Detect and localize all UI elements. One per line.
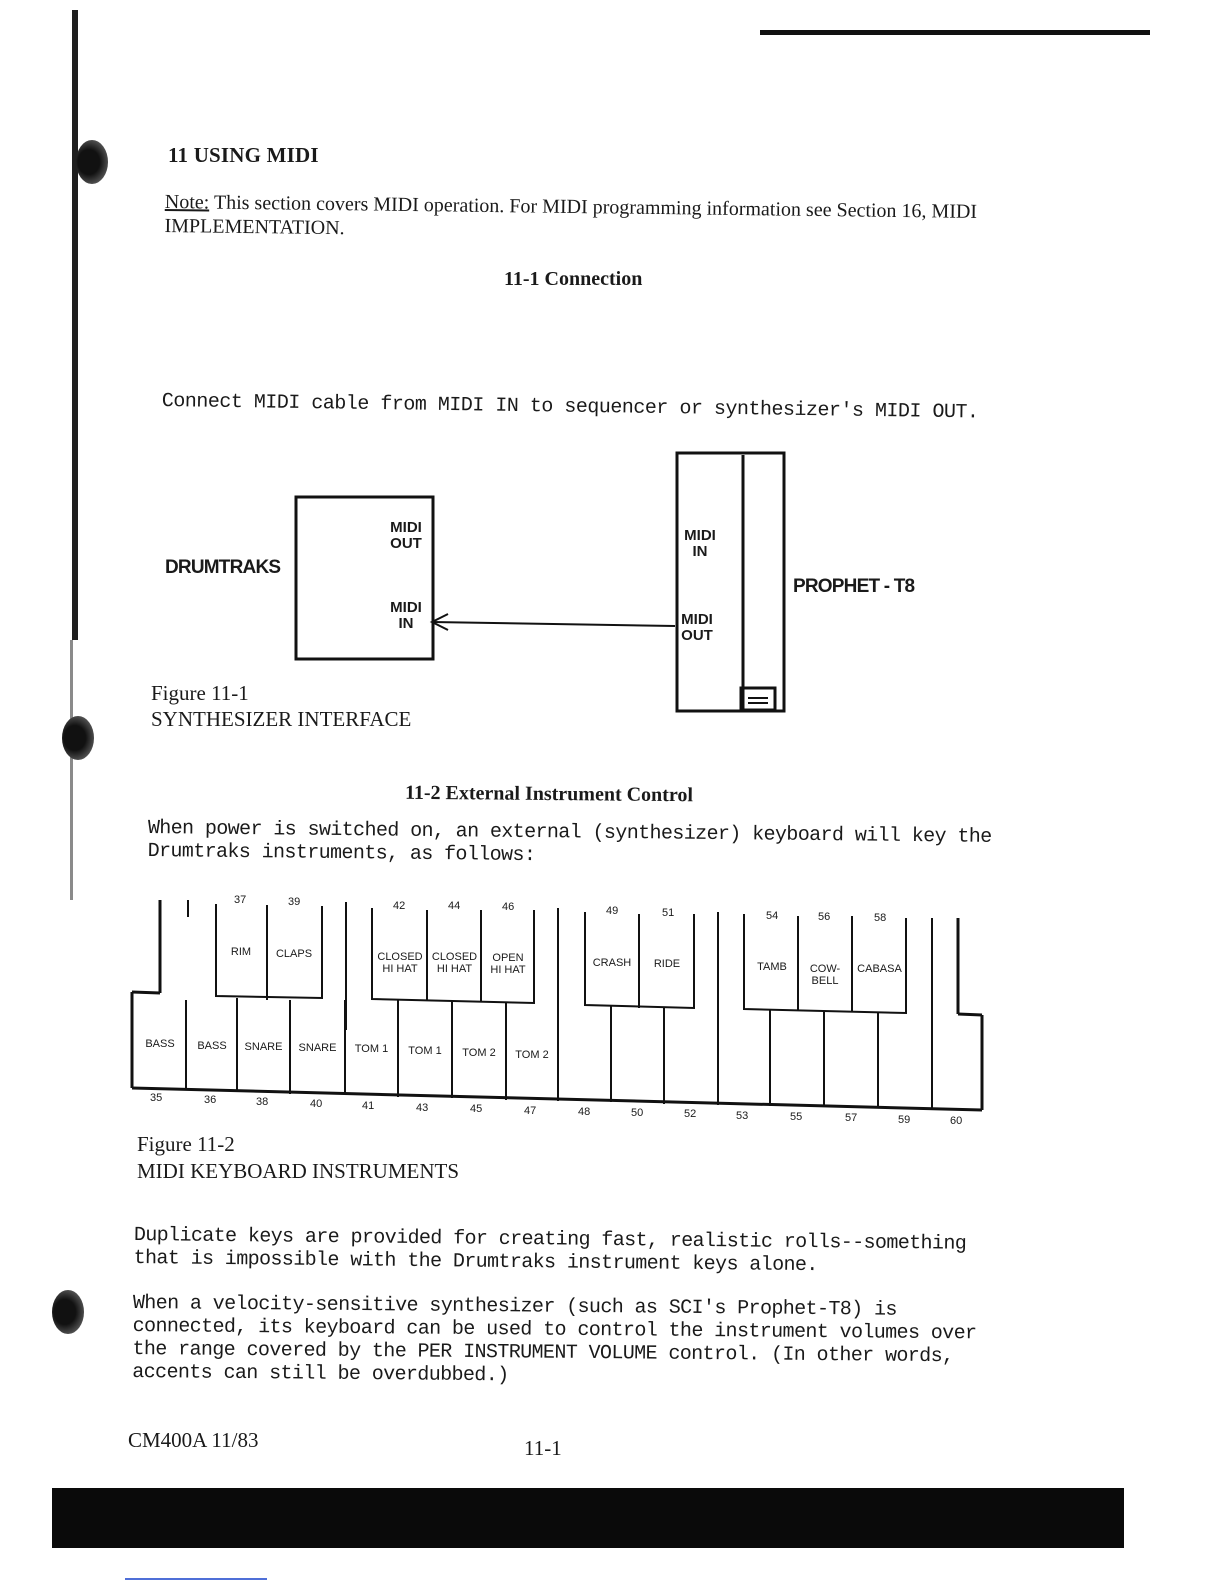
drumtraks-name: DRUMTRAKS	[165, 557, 281, 578]
punch-hole	[52, 1290, 84, 1334]
black-key-label: RIDE	[653, 958, 681, 970]
figure1-caption-number: Figure 11-1	[151, 681, 249, 705]
note-label: Note:	[164, 190, 210, 214]
white-key-number: 41	[362, 1100, 375, 1112]
drumtraks-midi-in-label: MIDI IN	[390, 599, 422, 632]
black-key-label: CABASA	[857, 963, 902, 975]
white-key-number: 59	[898, 1114, 911, 1126]
black-key-number: 44	[448, 900, 461, 912]
white-key-number: 40	[310, 1098, 323, 1110]
black-key-number: 42	[393, 900, 406, 912]
prophet-midi-out-label: MIDI OUT	[681, 611, 713, 644]
white-key-label: BASS	[197, 1040, 227, 1052]
black-key-number: 39	[288, 896, 301, 908]
white-key-label: TOM 1	[408, 1045, 442, 1057]
black-key-label: OPEN HI HAT	[490, 952, 526, 976]
black-key-number: 51	[662, 907, 675, 919]
white-key-number: 50	[631, 1107, 644, 1119]
black-key-label: COW- BELL	[809, 963, 841, 987]
white-key-number: 35	[150, 1092, 163, 1104]
black-key-number: 58	[874, 912, 887, 924]
white-key-label: TOM 2	[515, 1049, 549, 1061]
connection-heading: 11-1 Connection	[504, 268, 643, 290]
black-key-number: 37	[234, 894, 247, 906]
external-heading: 11-2 External Instrument Control	[404, 781, 694, 807]
white-key-label: BASS	[145, 1038, 175, 1050]
white-key-number: 47	[524, 1105, 537, 1117]
velocity-paragraph: When a velocity-sensitive synthesizer (such as SCI's Prophet-T8) is connected, its keyboard can be used to control the instrument volumes over the range covered by the PER INSTRUMENT VOLUME control. (In other words, accents can still be overdubbed.)	[132, 1292, 977, 1388]
scan-bottom-bar	[52, 1488, 1124, 1548]
white-key-number: 60	[950, 1115, 963, 1127]
white-key-number: 53	[736, 1110, 749, 1122]
black-key-number: 54	[766, 910, 779, 922]
white-key-label: TOM 2	[462, 1047, 496, 1059]
black-key-label: RIM	[230, 946, 252, 958]
duplicate-keys-paragraph: Duplicate keys are provided for creating fast, realistic rolls--something that is impossible with the Drumtraks instrument keys alone.	[133, 1224, 967, 1278]
drumtraks-midi-out-label: MIDI OUT	[390, 519, 422, 552]
white-key-number: 48	[578, 1106, 591, 1118]
prophet-midi-in-label: MIDI IN	[684, 527, 716, 560]
figure2-caption-number: Figure 11-2	[137, 1132, 235, 1156]
black-key-label: TAMB	[757, 961, 787, 973]
section-title: 11 USING MIDI	[168, 143, 319, 167]
black-key-label: CLOSED HI HAT	[431, 951, 478, 975]
black-key-number: 49	[606, 905, 619, 917]
connection-instruction: Connect MIDI cable from MIDI IN to sequencer or synthesizer's MIDI OUT.	[161, 390, 979, 425]
black-key-label: CLOSED HI HAT	[377, 951, 423, 975]
white-key-label: SNARE	[244, 1041, 283, 1053]
footer-doc-code: CM400A 11/83	[128, 1428, 259, 1452]
external-intro: When power is switched on, an external (synthesizer) keyboard will key the Drumtraks instruments, as follows:	[147, 817, 992, 868]
white-key-number: 55	[790, 1111, 803, 1123]
black-key-number: 46	[502, 901, 515, 913]
figure2-caption-title: MIDI KEYBOARD INSTRUMENTS	[137, 1159, 460, 1183]
black-key-number: 56	[818, 911, 831, 923]
black-key-label: CRASH	[592, 957, 632, 969]
white-key-number: 38	[256, 1096, 269, 1108]
white-key-number: 57	[845, 1112, 858, 1124]
white-key-label: TOM 1	[354, 1043, 389, 1055]
figure1-caption-title: SYNTHESIZER INTERFACE	[151, 707, 412, 731]
white-key-number: 45	[470, 1103, 483, 1115]
scan-bottom-line	[125, 1578, 267, 1580]
white-key-number: 52	[684, 1108, 697, 1120]
white-key-label: SNARE	[298, 1042, 337, 1054]
prophet-name: PROPHET - T8	[793, 576, 915, 597]
footer-page-number: 11-1	[524, 1436, 562, 1460]
white-key-number: 36	[204, 1094, 217, 1106]
black-key-label: CLAPS	[275, 948, 313, 960]
note-text: This section covers MIDI operation. For MIDI programming information see Section 16, MIDI IMPLEMENTATION.	[164, 191, 978, 240]
white-key-number: 43	[416, 1102, 429, 1114]
